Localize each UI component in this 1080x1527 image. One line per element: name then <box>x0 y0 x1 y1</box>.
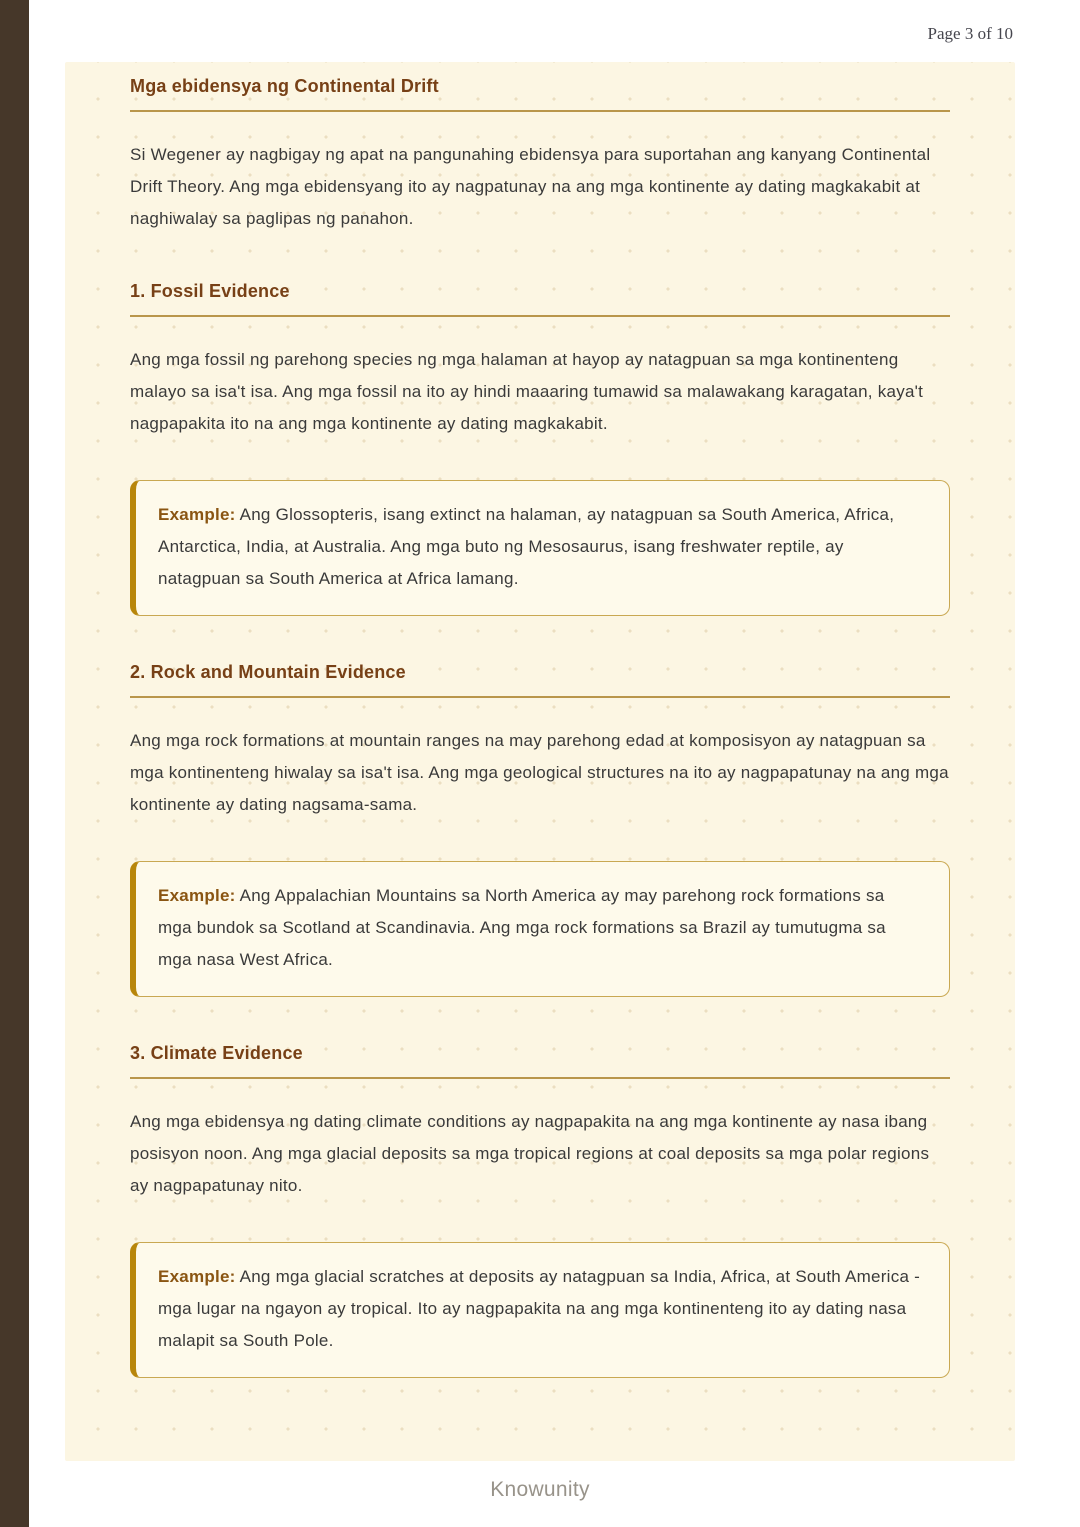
example-label: Example: <box>158 505 236 524</box>
example-body-text: Ang mga glacial scratches at deposits ay natagpuan sa India, Africa, at South America - mga lugar na ngayon ay tropical. Ito ay nagpapakita na ang mga kontinenteng ito ay dating nasa malapit sa South Pole. <box>158 1267 921 1350</box>
page-indicator: Page 3 of 10 <box>927 24 1013 43</box>
example-body-text: Ang Glossopteris, isang extinct na halaman, ay natagpuan sa South America, Africa, Antarctica, India, at Australia. Ang mga buto ng Mesosaurus, isang freshwater reptile, ay natagpuan sa South America at Africa lamang. <box>158 505 895 588</box>
example-paragraph <box>158 499 923 595</box>
example-box <box>130 1242 950 1378</box>
heading-rule <box>130 315 950 317</box>
footer-brand: Knowunity <box>490 1478 590 1501</box>
example-body-text: Ang Appalachian Mountains sa North America ay may parehong rock formations sa mga bundok sa Scotland at Scandinavia. Ang mga rock formations sa Brazil ay tumutugma sa mga nasa West Africa. <box>158 886 886 969</box>
section-heading: 1. Fossil Evidence <box>130 281 290 301</box>
example-label: Example: <box>158 886 236 905</box>
page-edge-strip <box>0 0 29 1527</box>
example-box <box>130 861 950 997</box>
example-paragraph <box>158 880 923 976</box>
example-label: Example: <box>158 1267 236 1286</box>
section-heading: 2. Rock and Mountain Evidence <box>130 662 406 682</box>
intro-paragraph: Si Wegener ay nagbigay ng apat na pangunahing ebidensya para suportahan ang kanyang Continental Drift Theory. Ang mga ebidensyang ito ay nagpatunay na ang mga kontinente ay dating magkakabit at naghiwalay sa paglipas ng panahon. <box>130 145 931 228</box>
section-rock-mountain-evidence <box>130 662 950 997</box>
page-title: Mga ebidensya ng Continental Drift <box>130 76 439 96</box>
example-box <box>130 480 950 616</box>
section-heading: 3. Climate Evidence <box>130 1043 303 1063</box>
section-paragraph: Ang mga rock formations at mountain ranges na may parehong edad at komposisyon ay natagpuan sa mga kontinenteng hiwalay sa isa't isa. Ang mga geological structures na ito ay nagpapatunay na ang mga kontinente ay dating nagsama-sama. <box>130 731 949 814</box>
section-climate-evidence <box>130 1043 950 1378</box>
section-paragraph: Ang mga fossil ng parehong species ng mga halaman at hayop ay natagpuan sa mga kontinenteng malayo sa isa't isa. Ang mga fossil na ito ay hindi maaaring tumawid sa malawakang karagatan, kaya't nagpapakita ito na ang mga kontinente ay dating magkakabit. <box>130 350 924 433</box>
section-paragraph: Ang mga ebidensya ng dating climate conditions ay nagpapakita na ang mga kontinente ay nasa ibang posisyon noon. Ang mga glacial deposits sa mga tropical regions at coal deposits sa mga polar regions ay nagpapatunay nito. <box>130 1112 930 1195</box>
example-paragraph <box>158 1261 923 1357</box>
heading-rule <box>130 110 950 112</box>
heading-rule <box>130 696 950 698</box>
heading-rule <box>130 1077 950 1079</box>
section-fossil-evidence <box>130 281 950 616</box>
notes-card <box>65 62 1015 1461</box>
